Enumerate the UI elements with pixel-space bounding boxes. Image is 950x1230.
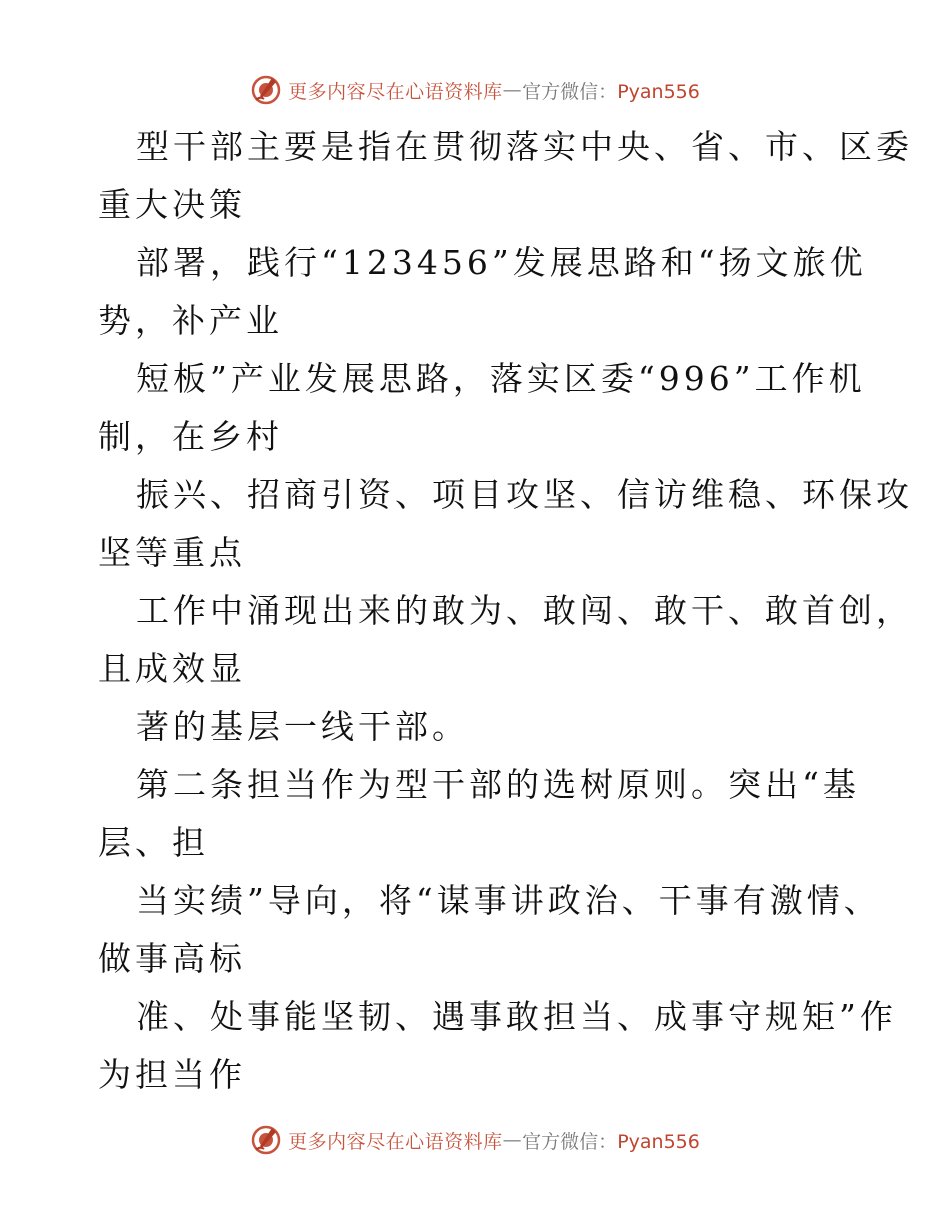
watermark-channel — [522, 77, 700, 104]
text-line: 工作中涌现出来的敢为、敢闯、敢干、敢首创， — [136, 591, 913, 630]
text-line: 势，补产业 — [98, 301, 283, 340]
watermark-wechat-id: Pyan556 — [617, 80, 700, 103]
document-body — [98, 118, 913, 1104]
text-line: 当实绩”导向，将“谋事讲政治、干事有激情、 — [136, 881, 881, 920]
watermark-brand: 更多内容尽在心语资料库 — [288, 1130, 503, 1153]
text-line: 振兴、招商引资、项目攻坚、信访维稳、环保攻 — [136, 475, 913, 514]
text-line: 做事高标 — [98, 939, 246, 978]
watermark-channel-label: 官方微信： — [522, 80, 618, 103]
watermark-brand: 更多内容尽在心语资料库 — [288, 80, 503, 103]
text-line: 为担当作 — [98, 1055, 246, 1094]
text-line: 且成效显 — [98, 649, 246, 688]
text-line: 第二条担当作为型干部的选树原则。突出“基 — [136, 765, 860, 804]
footer-watermark — [0, 1120, 950, 1160]
watermark-wechat-id: Pyan556 — [617, 1130, 700, 1153]
text-line: 短板”产业发展思路，落实区委“996”工作机 — [136, 359, 866, 398]
quill-seal-icon — [250, 74, 282, 106]
quill-seal-icon — [250, 1124, 282, 1156]
watermark-dash: — — [502, 1129, 523, 1151]
text-line: 型干部主要是指在贯彻落实中央、省、市、区委 — [136, 127, 913, 166]
text-line: 部署，践行“123456”发展思路和“扬文旅优 — [136, 243, 867, 282]
text-line: 准、处事能坚韧、遇事敢担当、成事守规矩”作 — [136, 997, 897, 1036]
text-line: 坚等重点 — [98, 533, 246, 572]
text-line: 重大决策 — [98, 185, 246, 224]
text-line: 著的基层一线干部。 — [136, 707, 469, 746]
header-watermark — [0, 70, 950, 110]
watermark-channel — [522, 1127, 700, 1154]
text-line: 层、担 — [98, 823, 209, 862]
watermark-channel-label: 官方微信： — [522, 1130, 618, 1153]
text-line: 制，在乡村 — [98, 417, 283, 456]
watermark-dash: — — [502, 79, 523, 101]
